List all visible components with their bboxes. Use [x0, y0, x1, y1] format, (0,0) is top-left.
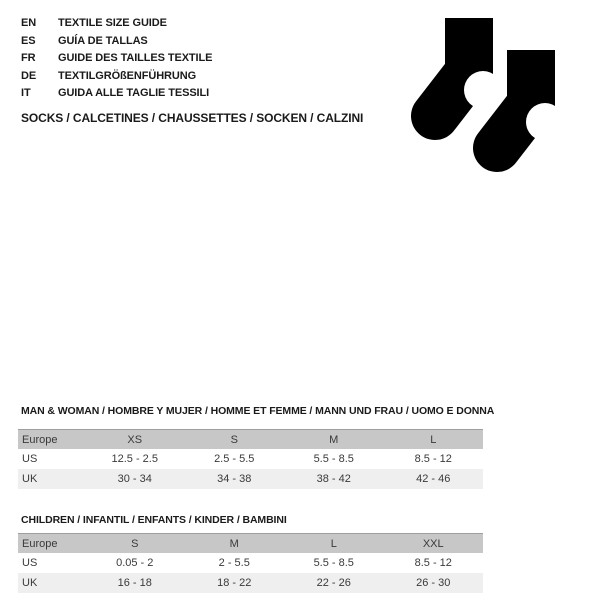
row-label: US	[22, 453, 38, 465]
size-value-cell: 2.5 - 5.5	[214, 453, 255, 465]
size-value-cell: 26 - 30	[416, 577, 451, 589]
size-value-cell: 5.5 - 8.5	[313, 453, 354, 465]
socks-icon	[405, 15, 565, 175]
category-title: SOCKS / CALCETINES / CHAUSSETTES / SOCKEN / CALZINI	[21, 111, 364, 125]
language-term: TEXTILE SIZE GUIDE	[58, 17, 167, 29]
language-term: TEXTILGRÖßENFÜHRUNG	[58, 69, 197, 82]
row-label: US	[22, 557, 38, 569]
man-woman-table-title: MAN & WOMAN / HOMBRE Y MUJER / HOMME ET FEMME / MANN UND FRAU / UOMO E DONNA	[21, 405, 495, 417]
size-value-cell: 8.5 - 12	[414, 557, 452, 569]
size-value-cell: 34 - 38	[217, 473, 252, 485]
size-value-cell: 0.05 - 2	[116, 557, 154, 569]
language-row	[21, 15, 212, 33]
size-value-cell: 38 - 42	[316, 473, 351, 485]
language-code: IT	[21, 87, 31, 99]
language-code: DE	[21, 69, 37, 82]
column-header-size: M	[329, 433, 339, 446]
row-label: UK	[22, 473, 38, 485]
table-row	[18, 449, 483, 469]
column-header-region: Europe	[22, 433, 58, 446]
language-code: ES	[21, 34, 36, 47]
size-value-cell: 2 - 5.5	[218, 557, 250, 569]
table-header-row	[18, 429, 483, 449]
table-row	[18, 469, 483, 489]
column-header-size: XXL	[422, 537, 444, 550]
language-code: FR	[21, 52, 36, 64]
table-row	[18, 553, 483, 573]
language-row	[21, 85, 212, 103]
size-value-cell: 8.5 - 12	[414, 453, 452, 465]
column-header-size: M	[229, 537, 239, 550]
size-value-cell: 5.5 - 8.5	[313, 557, 354, 569]
language-list	[21, 15, 212, 103]
column-header-size: S	[230, 433, 238, 446]
size-value-cell: 18 - 22	[217, 577, 252, 589]
size-value-cell: 16 - 18	[117, 577, 152, 589]
language-row	[21, 33, 212, 51]
size-value-cell: 12.5 - 2.5	[111, 453, 158, 465]
language-term: GUÍA DE TALLAS	[58, 34, 148, 47]
language-term: GUIDE DES TAILLES TEXTILE	[58, 52, 213, 64]
column-header-size: L	[330, 537, 337, 550]
man-woman-size-table	[18, 429, 483, 489]
language-row	[21, 50, 212, 68]
column-header-region: Europe	[22, 537, 58, 550]
language-code: EN	[21, 17, 37, 29]
size-value-cell: 22 - 26	[316, 577, 351, 589]
size-value-cell: 42 - 46	[416, 473, 451, 485]
children-size-table	[18, 533, 483, 593]
column-header-size: XS	[127, 433, 143, 446]
column-header-size: L	[430, 433, 437, 446]
table-row	[18, 573, 483, 593]
row-label: UK	[22, 577, 38, 589]
children-table-title: CHILDREN / INFANTIL / ENFANTS / KINDER / BAMBINI	[21, 514, 287, 526]
table-header-row	[18, 533, 483, 553]
size-value-cell: 30 - 34	[117, 473, 152, 485]
column-header-size: S	[131, 537, 139, 550]
language-row	[21, 68, 212, 86]
language-term: GUIDA ALLE TAGLIE TESSILI	[58, 87, 210, 99]
